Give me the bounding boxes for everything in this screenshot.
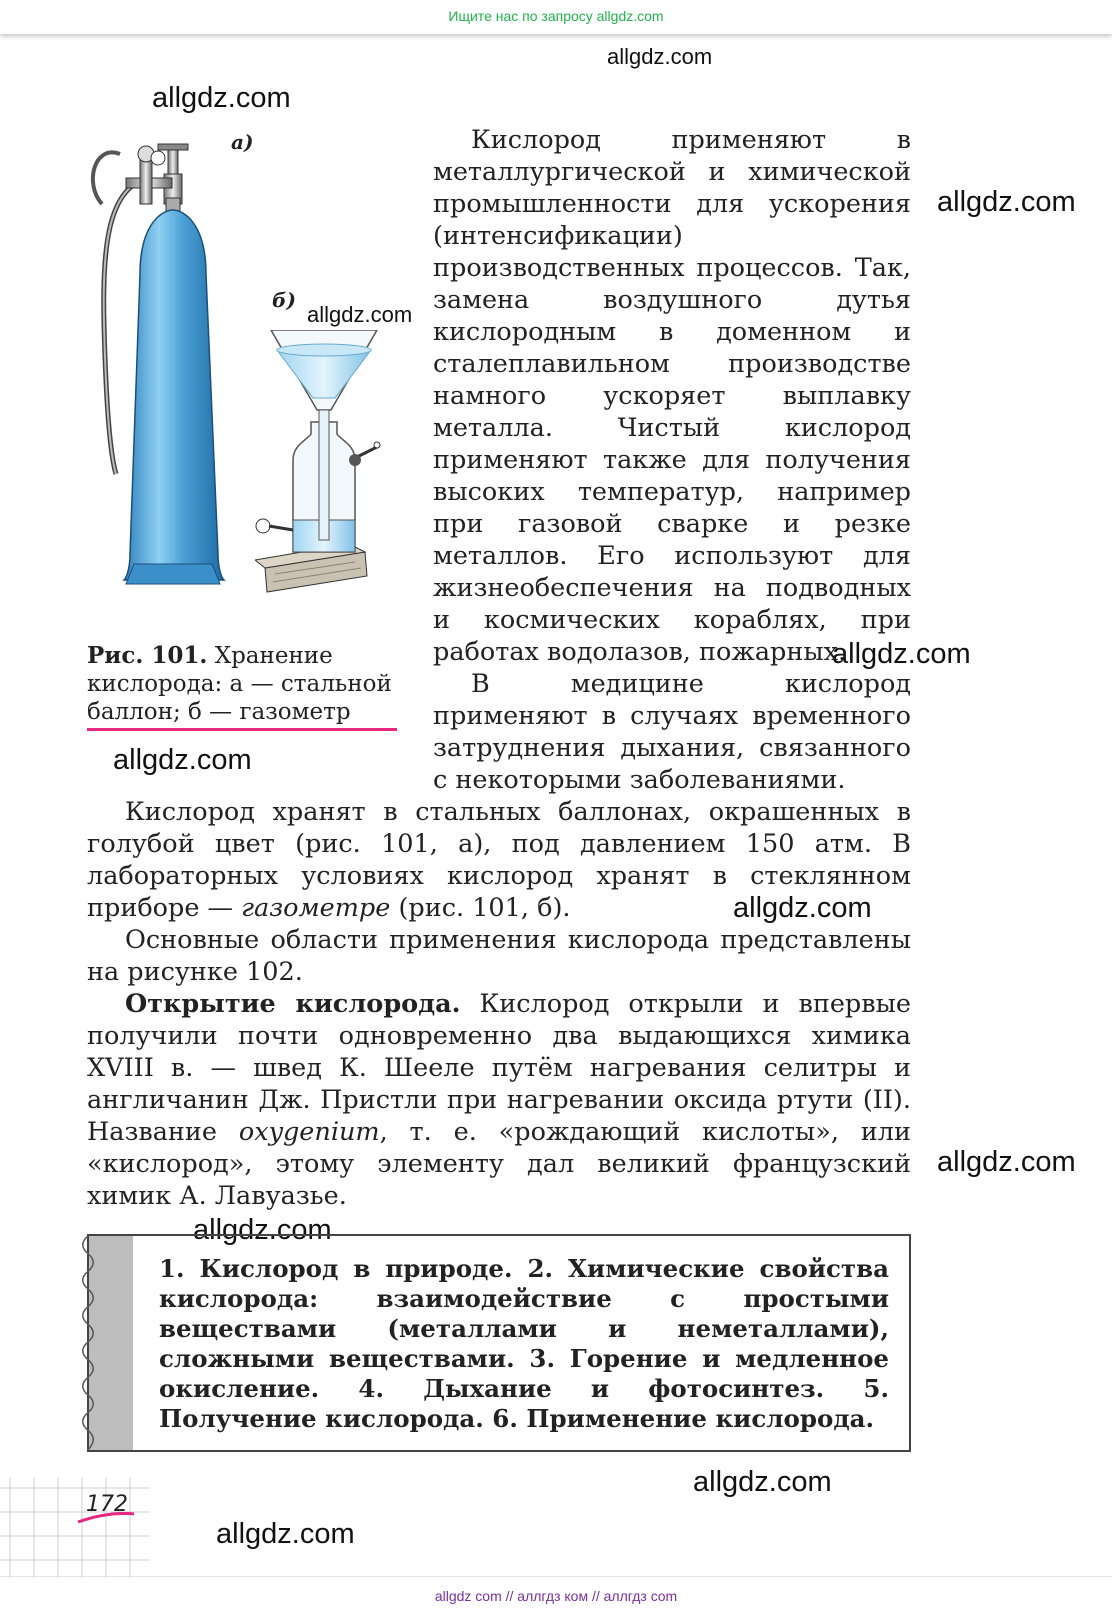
oxygen-cylinder-illustration bbox=[80, 124, 260, 610]
watermark: allgdz.com bbox=[193, 1214, 332, 1246]
watermark: allgdz.com bbox=[607, 44, 713, 69]
footer-links[interactable]: allgdz com // аллгдз ком // аллгдз com bbox=[0, 1576, 1112, 1615]
watermark: allgdz.com bbox=[152, 82, 291, 114]
summary-box bbox=[87, 1234, 911, 1452]
main-text bbox=[87, 796, 911, 1212]
watermark: allgdz.com bbox=[307, 302, 413, 327]
watermark: allgdz.com bbox=[733, 892, 872, 924]
summary-strip bbox=[89, 1236, 133, 1450]
watermark: allgdz.com bbox=[216, 1518, 355, 1550]
caption-text: Хранение кислорода: а — стальной баллон; б — газометр bbox=[87, 643, 392, 725]
watermark: allgdz.com bbox=[693, 1466, 832, 1498]
summary-text: 1. Кислород в природе. 2. Химические свойства кислорода: взаимодействие с простыми веществами (металлами и неметаллами), сложными веществами. 3. Горение и медленное окисление. 4. Дыхание и фотосинтез. 5. Получение кислорода. 6. Применение кислорода. bbox=[159, 1254, 889, 1433]
right-column-text bbox=[433, 124, 911, 796]
paragraph-areas: Основные области применения кислорода представлены на рисунке 102. bbox=[87, 925, 911, 987]
paragraph-storage: Кислород хранят в стальных баллонах, окрашенных в голубой цвет (рис. 101, а), под давлением 150 атм. В лабораторных условиях кислород хранят в стеклянном приборе — газометре (рис. 101, б). bbox=[87, 797, 911, 923]
watermark: allgdz.com bbox=[832, 638, 971, 670]
watermark: allgdz.com bbox=[937, 1146, 1076, 1178]
figure-label-a: а) bbox=[231, 130, 254, 154]
page-number: 172 bbox=[86, 1492, 128, 1517]
torn-edge bbox=[81, 1236, 95, 1450]
figure-label-b: б) bbox=[272, 288, 296, 312]
watermark: allgdz.com bbox=[113, 744, 252, 776]
watermark: allgdz.com bbox=[937, 186, 1076, 218]
gasometer-illustration bbox=[255, 330, 405, 610]
figure-caption bbox=[87, 642, 397, 726]
search-hint-banner: Ищите нас по запросу allgdz.com bbox=[0, 0, 1112, 34]
paragraph-medicine: В медицине кислород применяют в случаях временного затруднения дыхания, связанного с некоторыми заболеваниями. bbox=[433, 669, 911, 795]
caption-number: Рис. 101. bbox=[87, 642, 208, 669]
paragraph-applications: Кислород применяют в металлургической и химической промышленности для ускорения (интенсификации) производственных процессов. Так, замена воздушного дутья кислородным в доменном и сталеплавильном производстве намного ускоряет выплавку металла. Чистый кислород применяют также для получения высоких температур, например при газовой сварке и резке металлов. Его используют для жизнеобеспечения на подводных и космических кораблях, при работах водолазов, пожарных. bbox=[433, 125, 911, 667]
caption-underline bbox=[87, 728, 397, 731]
paragraph-discovery: Открытие кислорода. Кислород открыли и впервые получили почти одновременно два выдающихся химика XVIII в. — швед К. Шееле путём нагревания селитры и англичанин Дж. Пристли при нагревании оксида ртути (II). Название oxygenium, т. е. «рождающий кислоты», или «кислород», этому элементу дал великий французский химик А. Лавуазье. bbox=[87, 989, 911, 1211]
